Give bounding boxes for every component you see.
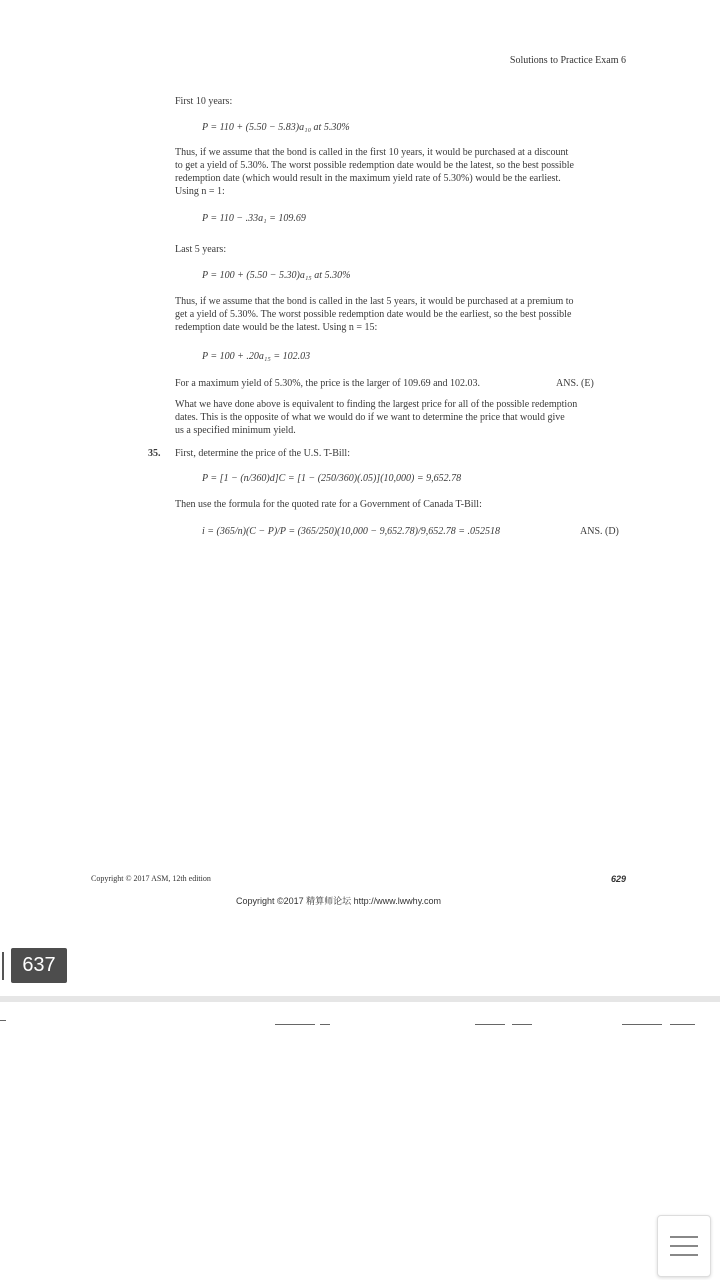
text-line: us a specified minimum yield. (175, 425, 296, 436)
page-badge: 637 (11, 948, 67, 983)
hamburger-menu-icon-line (670, 1254, 698, 1256)
answer-label: ANS. (D) (580, 526, 619, 537)
scroll-indicator (2, 952, 4, 980)
text-line: get a yield of 5.30%. The worst possible redemption date would be the earliest, so the best possible (175, 309, 572, 320)
text-fragment (0, 1020, 6, 1021)
text-line: Thus, if we assume that the bond is called in the first 10 years, it would be purchased at a discount (175, 147, 569, 158)
watermark: Copyright ©2017 精算师论坛 http://www.lwwhy.com (236, 896, 442, 906)
text-line: First, determine the price of the U.S. T-Bill: (175, 448, 350, 459)
text-line: Then use the formula for the quoted rate for a Government of Canada T-Bill: (175, 499, 482, 510)
text-line: Thus, if we assume that the bond is called in the last 5 years, it would be purchased at a premium to (175, 296, 574, 307)
text-line: First 10 years: (175, 96, 233, 107)
text-line: Last 5 years: (175, 244, 227, 255)
text-line: Using n = 1: (175, 186, 225, 197)
next-page-preview (0, 1002, 720, 1280)
text-fragment (275, 1024, 315, 1025)
text-fragment (670, 1024, 695, 1025)
hamburger-menu-icon-line (670, 1245, 698, 1247)
page-number: 629 (610, 874, 626, 884)
text-fragment (512, 1024, 532, 1025)
equation: P = 100 + (5.50 − 5.30)a₁₅ at 5.30% (202, 270, 351, 281)
text-line: For a maximum yield of 5.30%, the price is the larger of 109.69 and 102.03. (175, 378, 481, 389)
text-fragment (320, 1024, 330, 1025)
text-line: redemption date (which would result in the maximum yield rate of 5.30%) would be the earliest. (175, 173, 561, 184)
text-line: dates. This is the opposite of what we would do if we want to determine the price that would give (175, 412, 565, 423)
equation: P = 110 − .33a₁ = 109.69 (202, 213, 306, 224)
equation: P = [1 − (n/360)d]C = [1 − (250/360)(.05)](10,000) = 9,652.78 (202, 473, 462, 484)
text-line: What we have done above is equivalent to finding the largest price for all of the possible redemption (175, 399, 578, 410)
text-line: redemption date would be the latest. Using n = 15: (175, 322, 378, 333)
text-fragment (475, 1024, 505, 1025)
menu-button[interactable] (657, 1215, 711, 1277)
text-fragment (622, 1024, 662, 1025)
copyright-footer: Copyright © 2017 ASM, 12th edition (91, 874, 211, 883)
text-line: to get a yield of 5.30%. The worst possible redemption date would be the latest, so the best possible (175, 160, 574, 171)
hamburger-menu-icon (670, 1236, 698, 1238)
equation: P = 100 + .20a₁₅ = 102.03 (202, 351, 311, 362)
question-number: 35. (148, 448, 161, 459)
running-header: Solutions to Practice Exam 6 (509, 55, 626, 66)
equation: P = 110 + (5.50 − 5.83)a₁₀ at 5.30% (202, 122, 350, 133)
answer-label: ANS. (E) (556, 378, 594, 389)
equation: i = (365/n)(C − P)/P = (365/250)(10,000 − 9,652.78)/9,652.78 = .052518 (202, 526, 500, 537)
